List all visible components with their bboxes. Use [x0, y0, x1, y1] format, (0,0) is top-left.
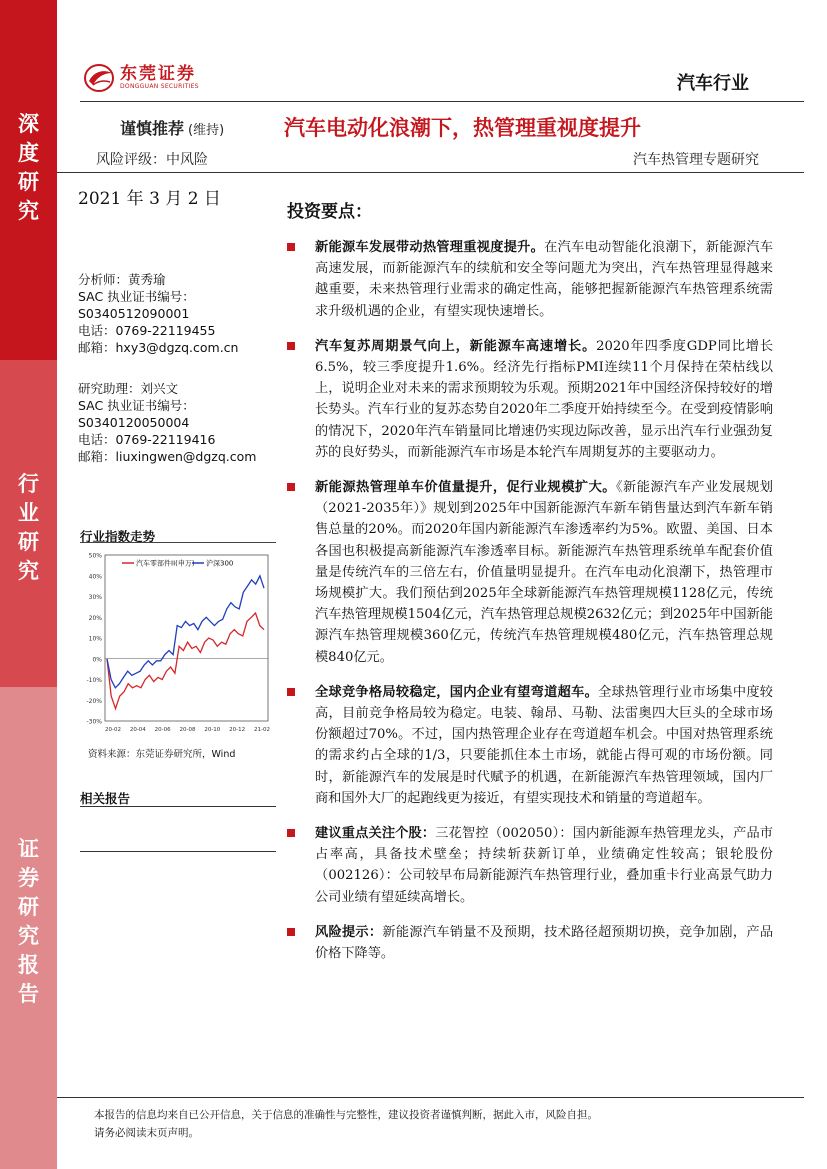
index-trend-chart	[80, 543, 276, 743]
analyst-name: 分析师：黄秀瑜	[78, 272, 166, 287]
disclaimer-notice: 请务必阅读末页声明。	[94, 1127, 199, 1139]
report-date: 2021 年 3 月 2 日	[78, 189, 221, 209]
subheader-divider	[57, 172, 804, 173]
footer-disclaimer	[94, 1106, 598, 1142]
x-tick-label: 21-02	[254, 727, 270, 733]
key-point-item: 全球竞争格局较稳定，国内企业有望弯道超车。全球热管理行业市场集中度较高，目前竞争格局较为稳定。电装、翰昂、马勒、法雷奥四大巨头的全球市场份额超过70%。不过，国内热管理企业存在弯道超车机会。中国对热管理系统的需求约占全球的1/3，只要能抓住本土市场，就能占得可观的市场份额。同时，新能源汽车的发展是时代赋予的机遇，在新能源汽车热管理领域，国内厂商和国外大厂的起跑线更为接近，有望实现技术和销量的弯道超车。	[287, 682, 773, 809]
bullet-square-icon	[287, 928, 295, 936]
index-chart-container	[80, 542, 276, 742]
band-text: 证 券 研 究 报 告	[18, 837, 39, 1006]
chart-title: 行业指数走势	[80, 529, 156, 544]
related-divider-top	[80, 806, 276, 807]
key-point-item: 风险提示：新能源汽车销量不及预期，技术路径超预期切换，竞争加剧，产品价格下降等。	[287, 922, 773, 964]
disclaimer-line: 本报告的信息均来自已公开信息，关于信息的准确性与完整性，建议投资者谨慎判断，据此入市，风险自担。	[94, 1109, 598, 1121]
y-tick-label: 50%	[88, 552, 102, 560]
header-divider	[80, 101, 804, 102]
brand-name-en: DONGGUAN SECURITIES	[120, 83, 199, 90]
y-tick-label: 10%	[88, 635, 102, 643]
report-subtitle: 汽车热管理专题研究	[633, 152, 759, 168]
risk-rating: 风险评级：中风险	[96, 152, 208, 168]
band-text: 行 业 研 究	[18, 472, 39, 583]
legend-label: 沪深300	[206, 559, 234, 568]
related-reports-title: 相关报告	[80, 791, 131, 806]
related-divider-bottom	[80, 851, 276, 852]
assistant-email[interactable]: 邮箱：liuxingwen@dgzq.com	[78, 449, 257, 464]
y-tick-label: 0%	[92, 656, 102, 664]
bullet-square-icon	[287, 243, 295, 251]
y-tick-label: -30%	[86, 718, 102, 726]
assistant-name: 研究助理：刘兴文	[78, 381, 179, 396]
x-tick-label: 20-06	[154, 727, 171, 733]
section-band-deep-research	[0, 0, 57, 360]
section-band-industry-research	[0, 360, 57, 687]
analyst-sac-label: SAC 执业证书编号：	[78, 289, 195, 304]
report-title: 汽车电动化浪潮下，热管理重视度提升	[284, 116, 641, 140]
key-point-item: 新能源车发展带动热管理重视度提升。在汽车电动智能化浪潮下，新能源汽车高速发展，而新能源汽车的续航和安全等问题尤为突出，汽车热管理显得越来越重要，未来热管理行业需求的确定性高，能够把握新能源汽车热管理系统需求升级机遇的企业，有望实现快速增长。	[287, 237, 773, 322]
y-tick-label: -10%	[86, 677, 102, 684]
chart-source: 资料来源：东莞证券研究所，Wind	[88, 749, 236, 760]
plot-frame	[105, 555, 268, 721]
y-tick-label: -20%	[86, 697, 102, 705]
section-band-securities-report	[0, 687, 57, 1169]
bullet-square-icon	[287, 483, 295, 491]
series-line-csi300	[107, 576, 264, 688]
y-tick-label: 20%	[88, 614, 102, 622]
x-tick-label: 20-12	[229, 727, 246, 733]
assistant-info	[78, 380, 256, 465]
company-logo	[84, 60, 199, 96]
legend-label: 汽车零部件II(申万)	[136, 559, 195, 568]
brand-name: 东莞证券	[120, 64, 196, 84]
bullet-square-icon	[287, 688, 295, 696]
rating-note: (维持)	[188, 123, 225, 138]
assistant-sac-number: S0340120050004	[78, 415, 190, 430]
band-text: 深 度 研 究	[18, 112, 39, 223]
x-tick-label: 20-02	[105, 727, 121, 733]
logo-mark-icon	[84, 63, 116, 93]
rating-value: 谨慎推荐	[120, 119, 185, 138]
footer-divider	[57, 1097, 804, 1098]
industry-label: 汽车行业	[677, 73, 749, 94]
key-point-item: 新能源热管理单车价值量提升，促行业规模扩大。《新能源汽车产业发展规划（2021-2035年）》规划到2025年中国新能源汽车新车销售量达到汽车新车销售总量的20%。而2020年国内新能源汽车渗透率约为5%。欧盟、美国、日本各国也积极提高新能源汽车渗透率目标。新能源汽车热管理系统单车配套价值量是传统汽车的三倍左右，价值量明显提升。在汽车电动化浪潮下，热管理市场规模扩大。我们预估到2025年全球新能源汽车热管理规模1128亿元，传统汽车热管理规模1504亿元，汽车热管理总规模2632亿元；到2025年中国新能源汽车热管理规模360亿元，传统汽车热管理规模480亿元，汽车热管理总规模840亿元。	[287, 477, 773, 668]
y-tick-label: 30%	[88, 594, 102, 601]
y-tick-label: 40%	[88, 573, 102, 581]
series-line-auto-parts	[107, 613, 264, 709]
analyst-email[interactable]: 邮箱：hxy3@dgzq.com.cn	[78, 340, 239, 355]
key-point-item: 建议重点关注个股：三花智控（002050）：国内新能源车热管理龙头，产品市占率高，具备技术壁垒；持续斩获新订单，业绩确定性较高；银轮股份（002126）：公司较早布局新能源汽车热管理行业，叠加重卡行业高景气助力公司业绩有望延续高增长。	[287, 823, 773, 908]
analyst-phone: 电话：0769-22119455	[78, 323, 216, 338]
x-tick-label: 20-04	[129, 727, 146, 733]
key-point-item: 汽车复苏周期景气向上，新能源车高速增长。2020年四季度GDP同比增长6.5%，较三季度提升1.6%。经济先行指标PMI连续11个月保持在荣枯线以上，说明企业对未来的需求预期较为乐观。预期2021年中国经济保持较好的增长势头。汽车行业的复苏态势自2020年二季度开始持续至今。在受到疫情影响的情况下，2020年汽车销量同比增速仍实现边际改善，显示出汽车行业强劲复苏的良好势头，而新能源汽车市场是本轮汽车周期复苏的主要驱动力。	[287, 336, 773, 463]
key-points-title: 投资要点：	[287, 202, 372, 222]
analyst-sac-number: S0340512090001	[78, 306, 190, 321]
assistant-phone: 电话：0769-22119416	[78, 432, 216, 447]
rating	[120, 116, 224, 139]
bullet-square-icon	[287, 829, 295, 837]
analyst-info	[78, 271, 238, 356]
x-tick-label: 20-10	[204, 727, 221, 733]
bullet-square-icon	[287, 342, 295, 350]
key-points-list	[287, 237, 773, 978]
assistant-sac-label: SAC 执业证书编号：	[78, 398, 195, 413]
x-tick-label: 20-08	[179, 727, 196, 733]
